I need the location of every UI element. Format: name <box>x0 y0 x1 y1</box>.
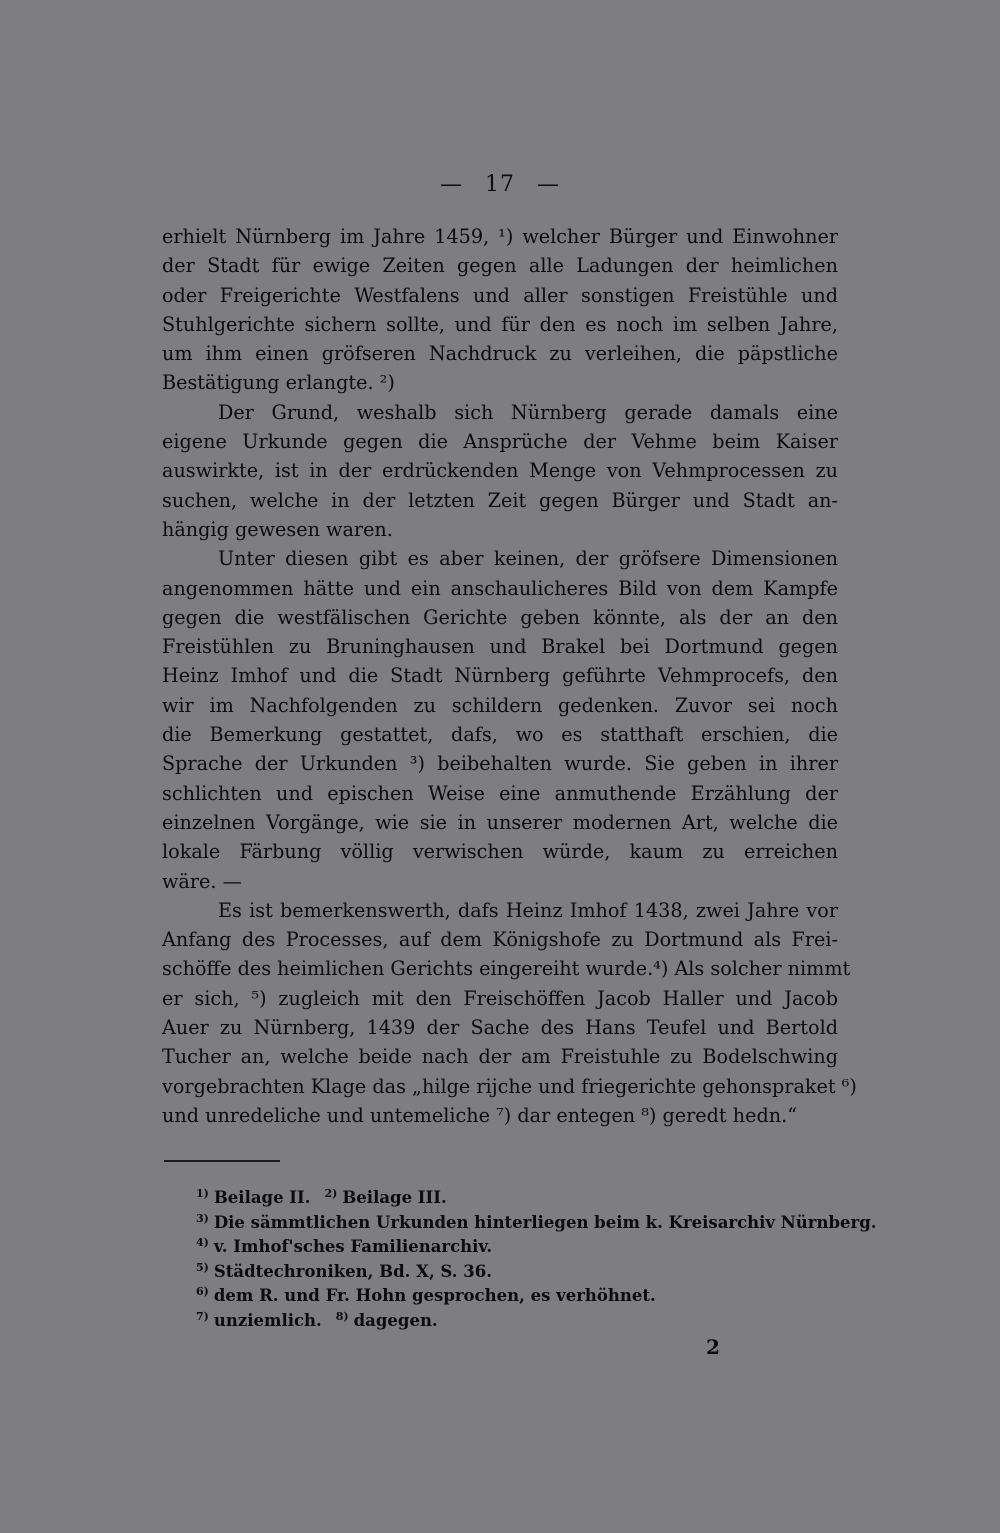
footnote <box>196 1186 856 1211</box>
text-line: Auer zu Nürnberg, 1439 der Sache des Hans Teufel und Bertold <box>162 1016 838 1040</box>
text-line: Freistühlen zu Bruninghausen und Brakel bei Dortmund gegen <box>162 635 838 659</box>
footnote <box>196 1309 856 1334</box>
footnote <box>196 1284 856 1309</box>
text-line: Tucher an, welche beide nach der am Freistuhle zu Bodelschwing <box>162 1045 838 1069</box>
text-line: Es ist bemerkenswerth, dafs Heinz Imhof 1438, zwei Jahre vor <box>218 898 838 922</box>
footnote-rule <box>164 1160 280 1162</box>
footnote-text: v. Imhof'sches Familienarchiv. <box>213 1237 493 1256</box>
text-line: die Bemerkung gestattet, dafs, wo es statthaft erschien, die <box>162 723 838 747</box>
text-line: lokale Färbung völlig verwischen würde, kaum zu erreichen <box>162 840 838 864</box>
text-line: oder Freigerichte Westfalens und aller sonstigen Freistühle und <box>162 283 838 307</box>
footnote-mark: 5) <box>196 1260 209 1274</box>
text-line: suchen, welche in der letzten Zeit gegen Bürger und Stadt an- <box>162 488 838 512</box>
text-line: wir im Nachfolgenden zu schildern gedenken. Zuvor sei noch <box>162 693 838 717</box>
footnote-mark: 7) <box>196 1309 209 1323</box>
footnote-text: unziemlich. <box>213 1310 322 1330</box>
text-line: der Stadt für ewige Zeiten gegen alle Ladungen der heimlichen <box>162 254 838 278</box>
body-text <box>162 222 857 1130</box>
text-line: einzelnen Vorgänge, wie sie in unserer modernen Art, welche die <box>162 810 838 834</box>
footnote-text: Die sämmtlichen Urkunden hinterliegen beim k. Kreisarchiv Nürnberg. <box>213 1212 877 1232</box>
footnote-mark: 1) <box>196 1187 209 1200</box>
text-line: Unter diesen gibt es aber keinen, der gröfsere Dimensionen <box>218 547 838 571</box>
footnotes <box>196 1186 877 1333</box>
text-line: vorgebrachten Klage das „hilge rijche und friegerichte gehonspraket ⁶) <box>162 1074 857 1098</box>
text-line: hängig gewesen waren. <box>162 517 393 541</box>
footnote-mark: 6) <box>196 1285 209 1298</box>
footnote <box>196 1235 856 1260</box>
text-line: um ihm einen gröfseren Nachdruck zu verleihen, die päpstliche <box>162 342 838 366</box>
footnote <box>196 1260 856 1285</box>
text-line: Sprache der Urkunden ³) beibehalten wurde. Sie geben in ihrer <box>162 752 838 776</box>
footnote-text: dem R. und Fr. Hohn gesprochen, es verhöhnet. <box>213 1286 656 1305</box>
text-line: er sich, ⁵) zugleich mit den Freischöffen Jacob Haller und Jacob <box>162 986 838 1010</box>
text-line: gegen die westfälischen Gerichte geben könnte, als der an den <box>162 605 838 629</box>
text-line: Heinz Imhof und die Stadt Nürnberg geführte Vehmprocefs, den <box>162 664 838 688</box>
text-line: wäre. — <box>162 869 242 893</box>
footnote-text: dagegen. <box>353 1310 438 1330</box>
text-line: auswirkte, ist in der erdrückenden Menge von Vehmprocessen zu <box>162 459 838 483</box>
running-head-dash-right: — <box>537 172 560 197</box>
footnote-mark: 4) <box>196 1236 209 1249</box>
text-line: schlichten und epischen Weise eine anmuthende Erzählung der <box>162 781 838 805</box>
running-head-dash-left: — <box>440 172 463 197</box>
sheet-signature: 2 <box>706 1335 720 1359</box>
footnote-mark: 3) <box>196 1211 209 1225</box>
text-line: Der Grund, weshalb sich Nürnberg gerade damals eine <box>218 400 838 424</box>
text-line: erhielt Nürnberg im Jahre 1459, ¹) welcher Bürger und Einwohner <box>162 225 838 248</box>
footnote-mark: 8) <box>335 1309 349 1323</box>
footnote <box>196 1211 877 1236</box>
text-line: Anfang des Processes, auf dem Königshofe zu Dortmund als Frei- <box>162 928 838 952</box>
text-line: Stuhlgerichte sichern sollte, und für den es noch im selben Jahre, <box>162 312 838 336</box>
footnote-text: Städtechroniken, Bd. X, S. 36. <box>213 1261 492 1281</box>
text-line: Bestätigung erlangte. ²) <box>162 371 395 395</box>
text-line: eigene Urkunde gegen die Ansprüche der Vehme beim Kaiser <box>162 430 838 454</box>
footnote-mark: 2) <box>324 1187 338 1200</box>
running-head <box>0 172 1000 197</box>
footnote-text: Beilage III. <box>342 1188 447 1207</box>
text-line: schöffe des heimlichen Gerichts eingereiht wurde.⁴) Als solcher nimmt <box>162 957 851 981</box>
text-line: angenommen hätte und ein anschaulicheres Bild von dem Kampfe <box>162 576 838 600</box>
text-line: und unredeliche und untemeliche ⁷) dar entegen ⁸) geredt hedn.“ <box>162 1103 798 1127</box>
footnote-text: Beilage II. <box>213 1188 311 1207</box>
page-number: 17 <box>485 172 515 197</box>
